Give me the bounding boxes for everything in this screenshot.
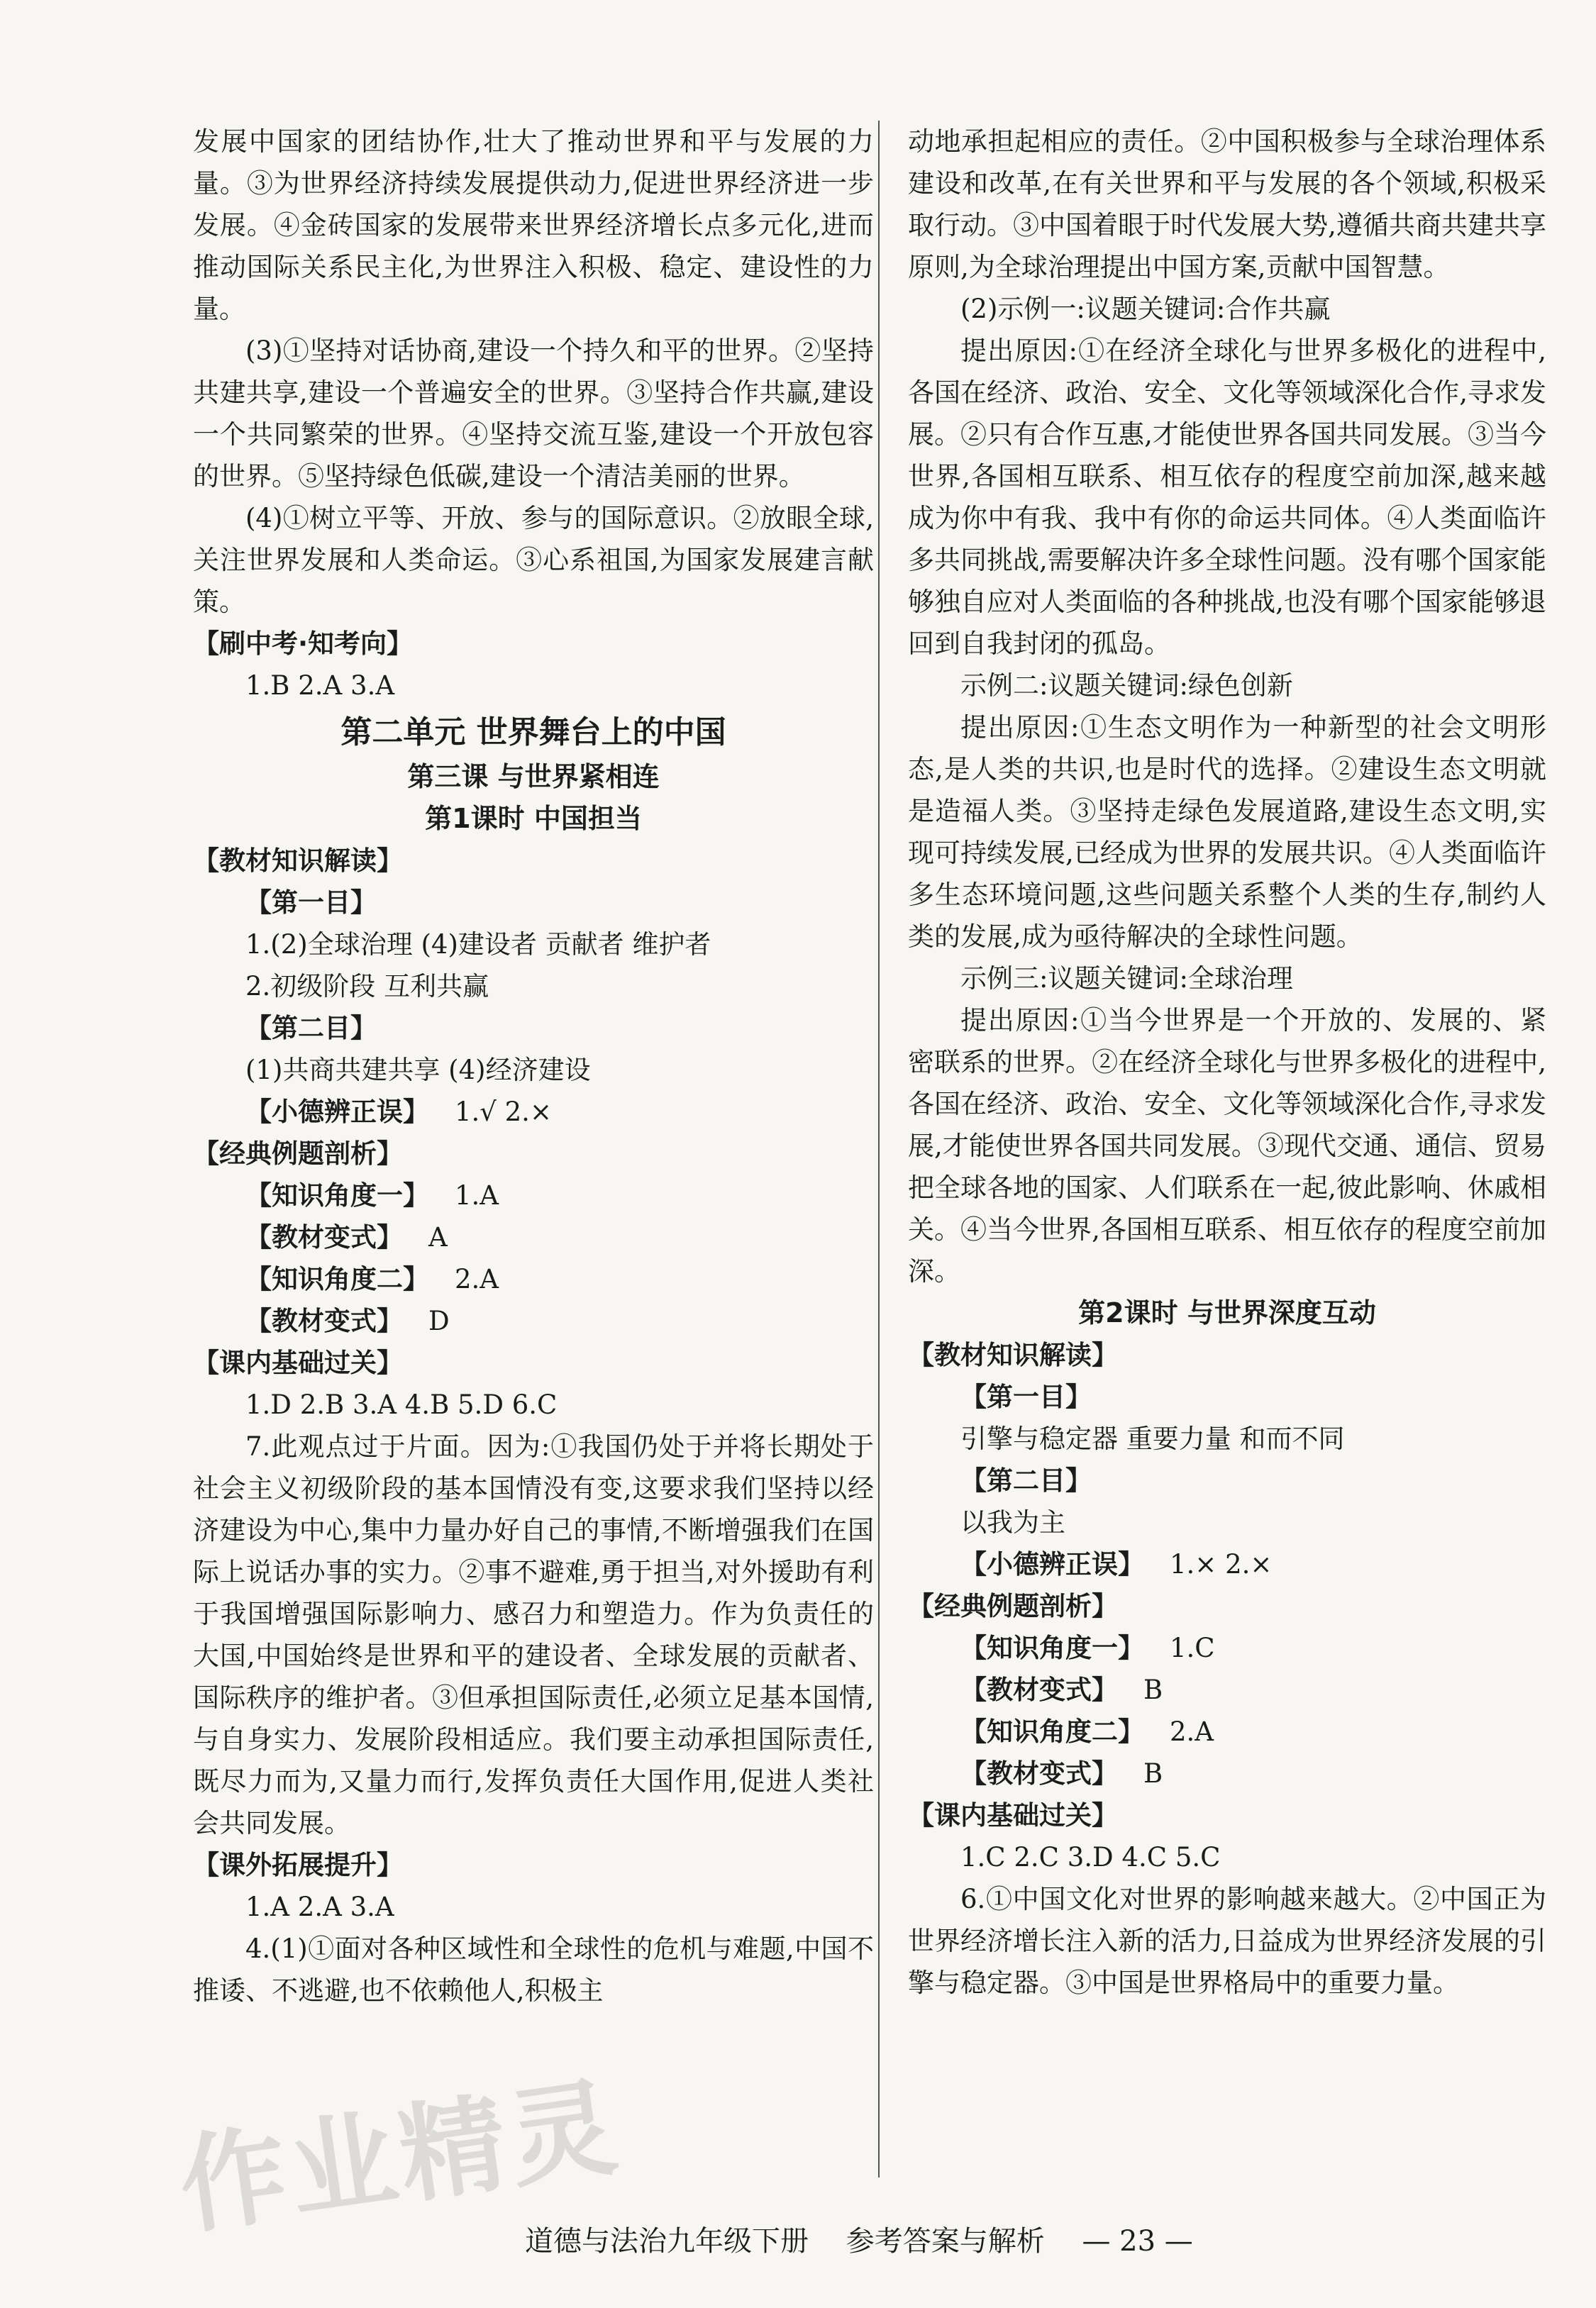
section-heading-kewai: 【课外拓展提升】: [193, 1850, 403, 1880]
answer-row: [193, 1258, 874, 1300]
answer-line: 1.(2)全球治理 (4)建设者 贡献者 维护者: [245, 929, 711, 960]
answer-row: [193, 1091, 874, 1133]
period-title: 第1课时 中国担当: [425, 803, 642, 834]
row-label: 【教材变式】: [960, 1675, 1118, 1705]
row-answer: B: [1143, 1675, 1163, 1705]
subsection-heading: [908, 1376, 1546, 1418]
answer-paragraph: (3)①坚持对话协商,建设一个持久和平的世界。②坚持共建共享,建设一个普遍安全的世界。③坚持合作共赢,建设一个共同繁荣的世界。④坚持交流互鉴,建设一个开放包容的世界。⑤坚持绿色低碳,建设一个清洁美丽的世界。: [193, 335, 874, 492]
footer-book-title: 道德与法治九年级下册: [525, 2225, 809, 2258]
subsection-heading: [908, 1460, 1546, 1502]
row-label: 【知识角度二】: [245, 1264, 429, 1294]
answer-paragraph: 4.(1)①面对各种区域性和全球性的危机与难题,中国不推诿、不逃避,也不依赖他人,积极主: [193, 1933, 874, 2006]
row-label: 【教材变式】: [960, 1758, 1118, 1789]
period-title: 第2课时 与世界深度互动: [1078, 1297, 1376, 1328]
answer-line: 引擎与稳定器 重要力量 和而不同: [960, 1424, 1345, 1454]
answer-paragraph: 提出原因:①生态文明作为一种新型的社会文明形态,是人类的共识,也是时代的选择。②建设生态文明就是造福人类。③坚持走绿色发展道路,建设生态文明,实现可持续发展,已经成为世界的发展共识。④人类面临许多生态环境问题,这些问题关系整个人类的生存,制约人类的发展,成为亟待解决的全球性问题。: [908, 712, 1546, 952]
right-column: [908, 121, 1546, 2004]
answer-paragraph: 提出原因:①当今世界是一个开放的、发展的、紧密联系的世界。②在经济全球化与世界多极化的进程中,各国在经济、政治、安全、文化等领域深化合作,寻求发展,才能使世界各国共同发展。③现代交通、通信、贸易把全球各地的国家、人们联系在一起,彼此影响、休戚相关。④当今世界,各国相互联系、相互依存的程度空前加深。: [908, 1005, 1546, 1287]
subsection-label: 【第二目】: [245, 1013, 377, 1043]
answer-paragraph: 发展中国家的团结协作,壮大了推动世界和平与发展的力量。③为世界经济持续发展提供动力,促进世界经济进一步发展。④金砖国家的发展带来世界经济增长点多元化,进而推动国际关系民主化,为世界注入积极、稳定、建设性的力量。: [193, 126, 874, 324]
answer-paragraph: 6.①中国文化对世界的影响越来越大。②中国正为世界经济增长注入新的活力,日益成为世界经济发展的引擎与稳定器。③中国是世界格局中的重要力量。: [908, 1884, 1546, 1998]
row-answer: D: [428, 1306, 450, 1336]
row-answer: 1.× 2.×: [1170, 1549, 1273, 1580]
answer-line: 2.初级阶段 互利共赢: [245, 971, 489, 1002]
row-label: 【教材变式】: [245, 1306, 403, 1336]
subsection-label: 【第一目】: [960, 1382, 1092, 1412]
watermark: 作业精灵: [172, 2065, 628, 2250]
answer-row: [908, 1669, 1546, 1711]
page-number: — 23 —: [1082, 2225, 1193, 2258]
answer-line: 1.B 2.A 3.A: [245, 670, 395, 701]
subsection-label: 【第一目】: [245, 887, 377, 918]
answer-row: [908, 1627, 1546, 1669]
answer-row: [908, 1711, 1546, 1753]
unit-title: 第二单元 世界舞台上的中国: [340, 714, 726, 750]
row-answer: 1.A: [455, 1180, 499, 1211]
subsection-heading: [193, 1007, 874, 1049]
row-label: 【知识角度一】: [245, 1180, 429, 1211]
answer-line: 示例二:议题关键词:绿色创新: [960, 670, 1293, 701]
column-divider: [878, 121, 880, 2177]
answer-row: [908, 1753, 1546, 1794]
answer-line: 1.D 2.B 3.A 4.B 5.D 6.C: [245, 1389, 558, 1420]
row-label: 【知识角度二】: [960, 1716, 1144, 1747]
answer-row: [193, 1175, 874, 1216]
answer-line: (1)共商共建共享 (4)经济建设: [245, 1055, 591, 1085]
row-answer: A: [428, 1222, 448, 1253]
row-answer: 1.C: [1170, 1633, 1215, 1663]
answer-paragraph: (4)①树立平等、开放、参与的国际意识。②放眼全球,关注世界发展和人类命运。③心系祖国,为国家发展建言献策。: [193, 503, 874, 617]
answer-row: [193, 1216, 874, 1258]
answer-line: (2)示例一:议题关键词:合作共赢: [960, 294, 1331, 324]
footer-section: 参考答案与解析: [846, 2225, 1045, 2258]
row-label: 【小德辨正误】: [245, 1097, 429, 1127]
lesson-title: 第三课 与世界紧相连: [407, 761, 660, 792]
section-heading-jiaocai: 【教材知识解读】: [193, 845, 403, 876]
answer-line: 1.A 2.A 3.A: [245, 1892, 394, 1922]
answer-line: 1.C 2.C 3.D 4.C 5.C: [960, 1842, 1221, 1873]
answer-paragraph: 动地承担起相应的责任。②中国积极参与全球治理体系建设和改革,在有关世界和平与发展的各个领域,积极采取行动。③中国着眼于时代发展大势,遵循共商共建共享原则,为全球治理提出中国方案,贡献中国智慧。: [908, 126, 1546, 282]
section-heading-kenei: 【课内基础过关】: [193, 1348, 403, 1378]
row-answer: 1.√ 2.×: [455, 1097, 552, 1127]
answer-line: 以我为主: [960, 1507, 1065, 1538]
subsection-label: 【第二目】: [960, 1465, 1092, 1496]
row-answer: B: [1143, 1758, 1163, 1789]
row-answer: 2.A: [455, 1264, 499, 1294]
answer-paragraph: 7.此观点过于片面。因为:①我国仍处于并将长期处于社会主义初级阶段的基本国情没有变,这要求我们坚持以经济建设为中心,集中力量办好自己的事情,不断增强我们在国际上说话办事的实力。②事不避难,勇于担当,对外援助有利于我国增强国际影响力、感召力和塑造力。作为负责任的大国,中国始终是世界和平的建设者、全球发展的贡献者、国际秩序的维护者。③但承担国际责任,必须立足基本国情,与自身实力、发展阶段相适应。我们要主动承担国际责任,既尽力而为,又量力而行,发挥负责任大国作用,促进人类社会共同发展。: [193, 1431, 874, 1838]
answer-row: [908, 1543, 1546, 1585]
row-label: 【知识角度一】: [960, 1633, 1144, 1663]
row-label: 【小德辨正误】: [960, 1549, 1144, 1580]
answer-row: [193, 1300, 874, 1342]
section-heading-jingdian: 【经典例题剖析】: [908, 1591, 1118, 1621]
answer-paragraph: 提出原因:①在经济全球化与世界多极化的进程中,各国在经济、政治、安全、文化等领域深化合作,寻求发展。②只有合作互惠,才能使世界各国共同发展。③当今世界,各国相互联系、相互依存的程度空前加深,越来越成为你中有我、我中有你的命运共同体。④人类面临许多共同挑战,需要解决许多全球性问题。没有哪个国家能够独自应对人类面临的各种挑战,也没有哪个国家能够退回到自我封闭的孤岛。: [908, 335, 1546, 659]
page-footer: [525, 2219, 1221, 2259]
left-column: [193, 121, 874, 2012]
section-heading-kenei: 【课内基础过关】: [908, 1800, 1118, 1831]
section-heading-zhongkao: 【刷中考·知考向】: [193, 628, 414, 659]
row-label: 【教材变式】: [245, 1222, 403, 1253]
section-heading-jiaocai: 【教材知识解读】: [908, 1340, 1118, 1370]
subsection-heading: [193, 882, 874, 923]
section-heading-jingdian: 【经典例题剖析】: [193, 1138, 403, 1169]
row-answer: 2.A: [1170, 1716, 1214, 1747]
answer-line: 示例三:议题关键词:全球治理: [960, 963, 1293, 994]
